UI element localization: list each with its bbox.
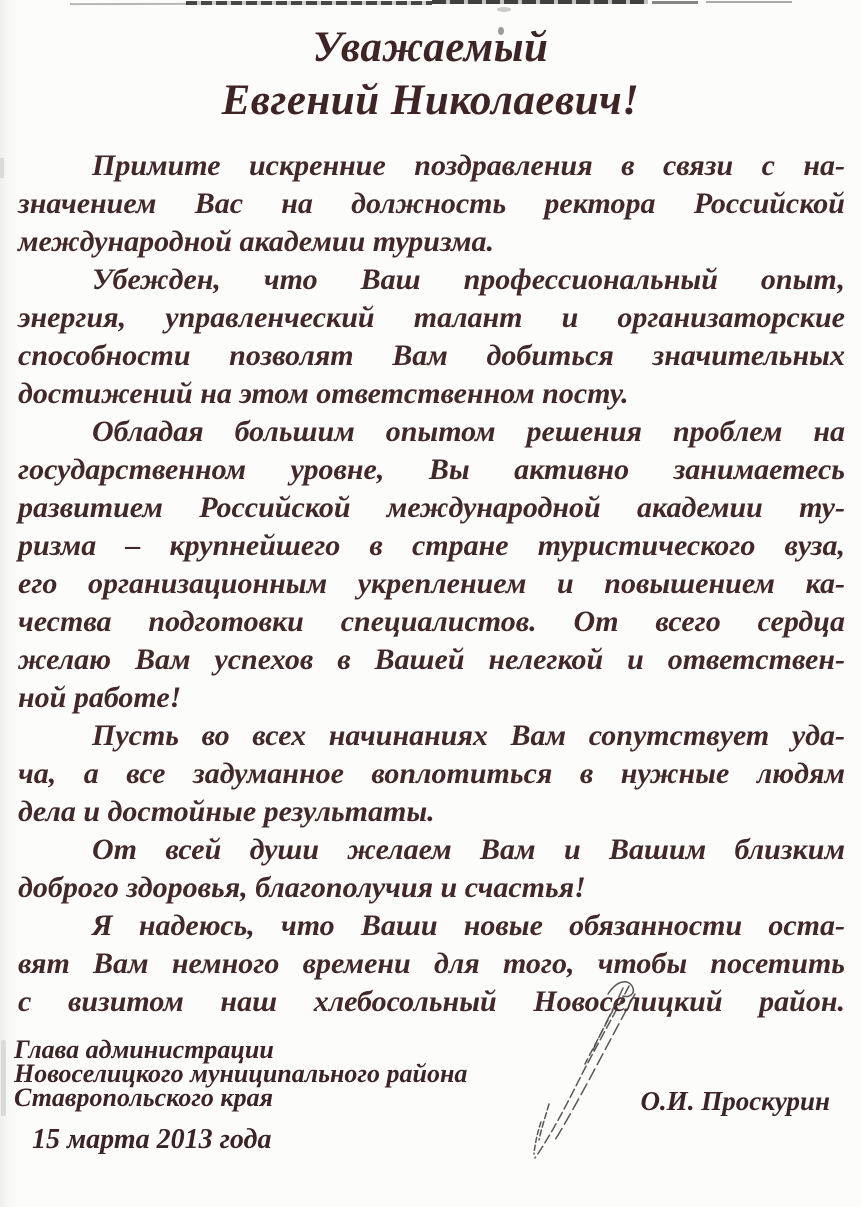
paragraph — [18, 831, 845, 907]
scan-edge-mark — [0, 158, 4, 178]
letter-body — [18, 147, 845, 1021]
signer-office-line-2: Новоселицкого муниципального района — [14, 1059, 468, 1088]
body-line: Примите искренние поздравления в связи с на- — [92, 149, 845, 182]
body-line: международной академии туризма. — [18, 225, 495, 258]
body-line: От всей души желаем Вам и Вашим близким — [92, 833, 845, 866]
body-line: Пусть во всех начинаниях Вам сопутствует уда- — [92, 719, 845, 752]
signer-office-block — [14, 1035, 468, 1112]
body-line: Я надеюсь, что Ваши новые обязанности оста- — [92, 909, 845, 942]
scan-edge-mark — [1, 1040, 6, 1116]
signer-name: О.И. Проскурин — [640, 1086, 830, 1116]
body-line: энергия, управленческий талант и организаторские — [18, 301, 845, 334]
body-line: значением Вас на должность ректора Российской — [18, 187, 845, 220]
body-line: вят Вам немного времени для того, чтобы посетить — [18, 947, 845, 980]
body-line: дела и достойные результаты. — [18, 795, 435, 828]
body-line: достижений на этом ответственном посту. — [18, 377, 629, 410]
body-line: ча, а все задуманное воплотиться в нужные людям — [18, 757, 845, 790]
salutation-line-2: Евгений Николаевич! — [221, 77, 640, 124]
salutation-heading — [0, 0, 861, 127]
body-line: Обладая большим опытом решения проблем на — [92, 415, 845, 448]
paragraph — [18, 907, 845, 1021]
body-line: чества подготовки специалистов. От всего сердца — [18, 605, 845, 638]
signer-office-line-1: Глава администрации — [14, 1035, 274, 1064]
paragraph — [18, 413, 845, 717]
letter-date: 15 марта 2013 года — [32, 1124, 272, 1155]
salutation-line-1: Уважаемый — [312, 24, 549, 71]
body-line: государственном уровне, Вы активно занимаетесь — [18, 453, 845, 486]
body-line: ризма – крупнейшего в стране туристического вуза, — [18, 529, 845, 562]
body-line: желаю Вам успехов в Вашей нелегкой и ответствен- — [18, 643, 845, 676]
body-line: Убежден, что Ваш профессиональный опыт, — [92, 263, 845, 296]
signer-office-line-3: Ставропольского края — [14, 1083, 273, 1112]
paragraph — [18, 717, 845, 831]
body-line: его организационным укреплением и повышением ка- — [18, 567, 845, 600]
body-line: с визитом наш хлебосольный Новоселицкий район. — [18, 985, 845, 1018]
body-line: ной работе! — [18, 681, 182, 714]
paragraph — [18, 261, 845, 413]
body-line: доброго здоровья, благополучия и счастья! — [18, 871, 586, 904]
paragraph — [18, 147, 845, 261]
body-line: развитием Российской международной академии ту- — [18, 491, 845, 524]
body-line: способности позволят Вам добиться значительных — [18, 339, 845, 372]
